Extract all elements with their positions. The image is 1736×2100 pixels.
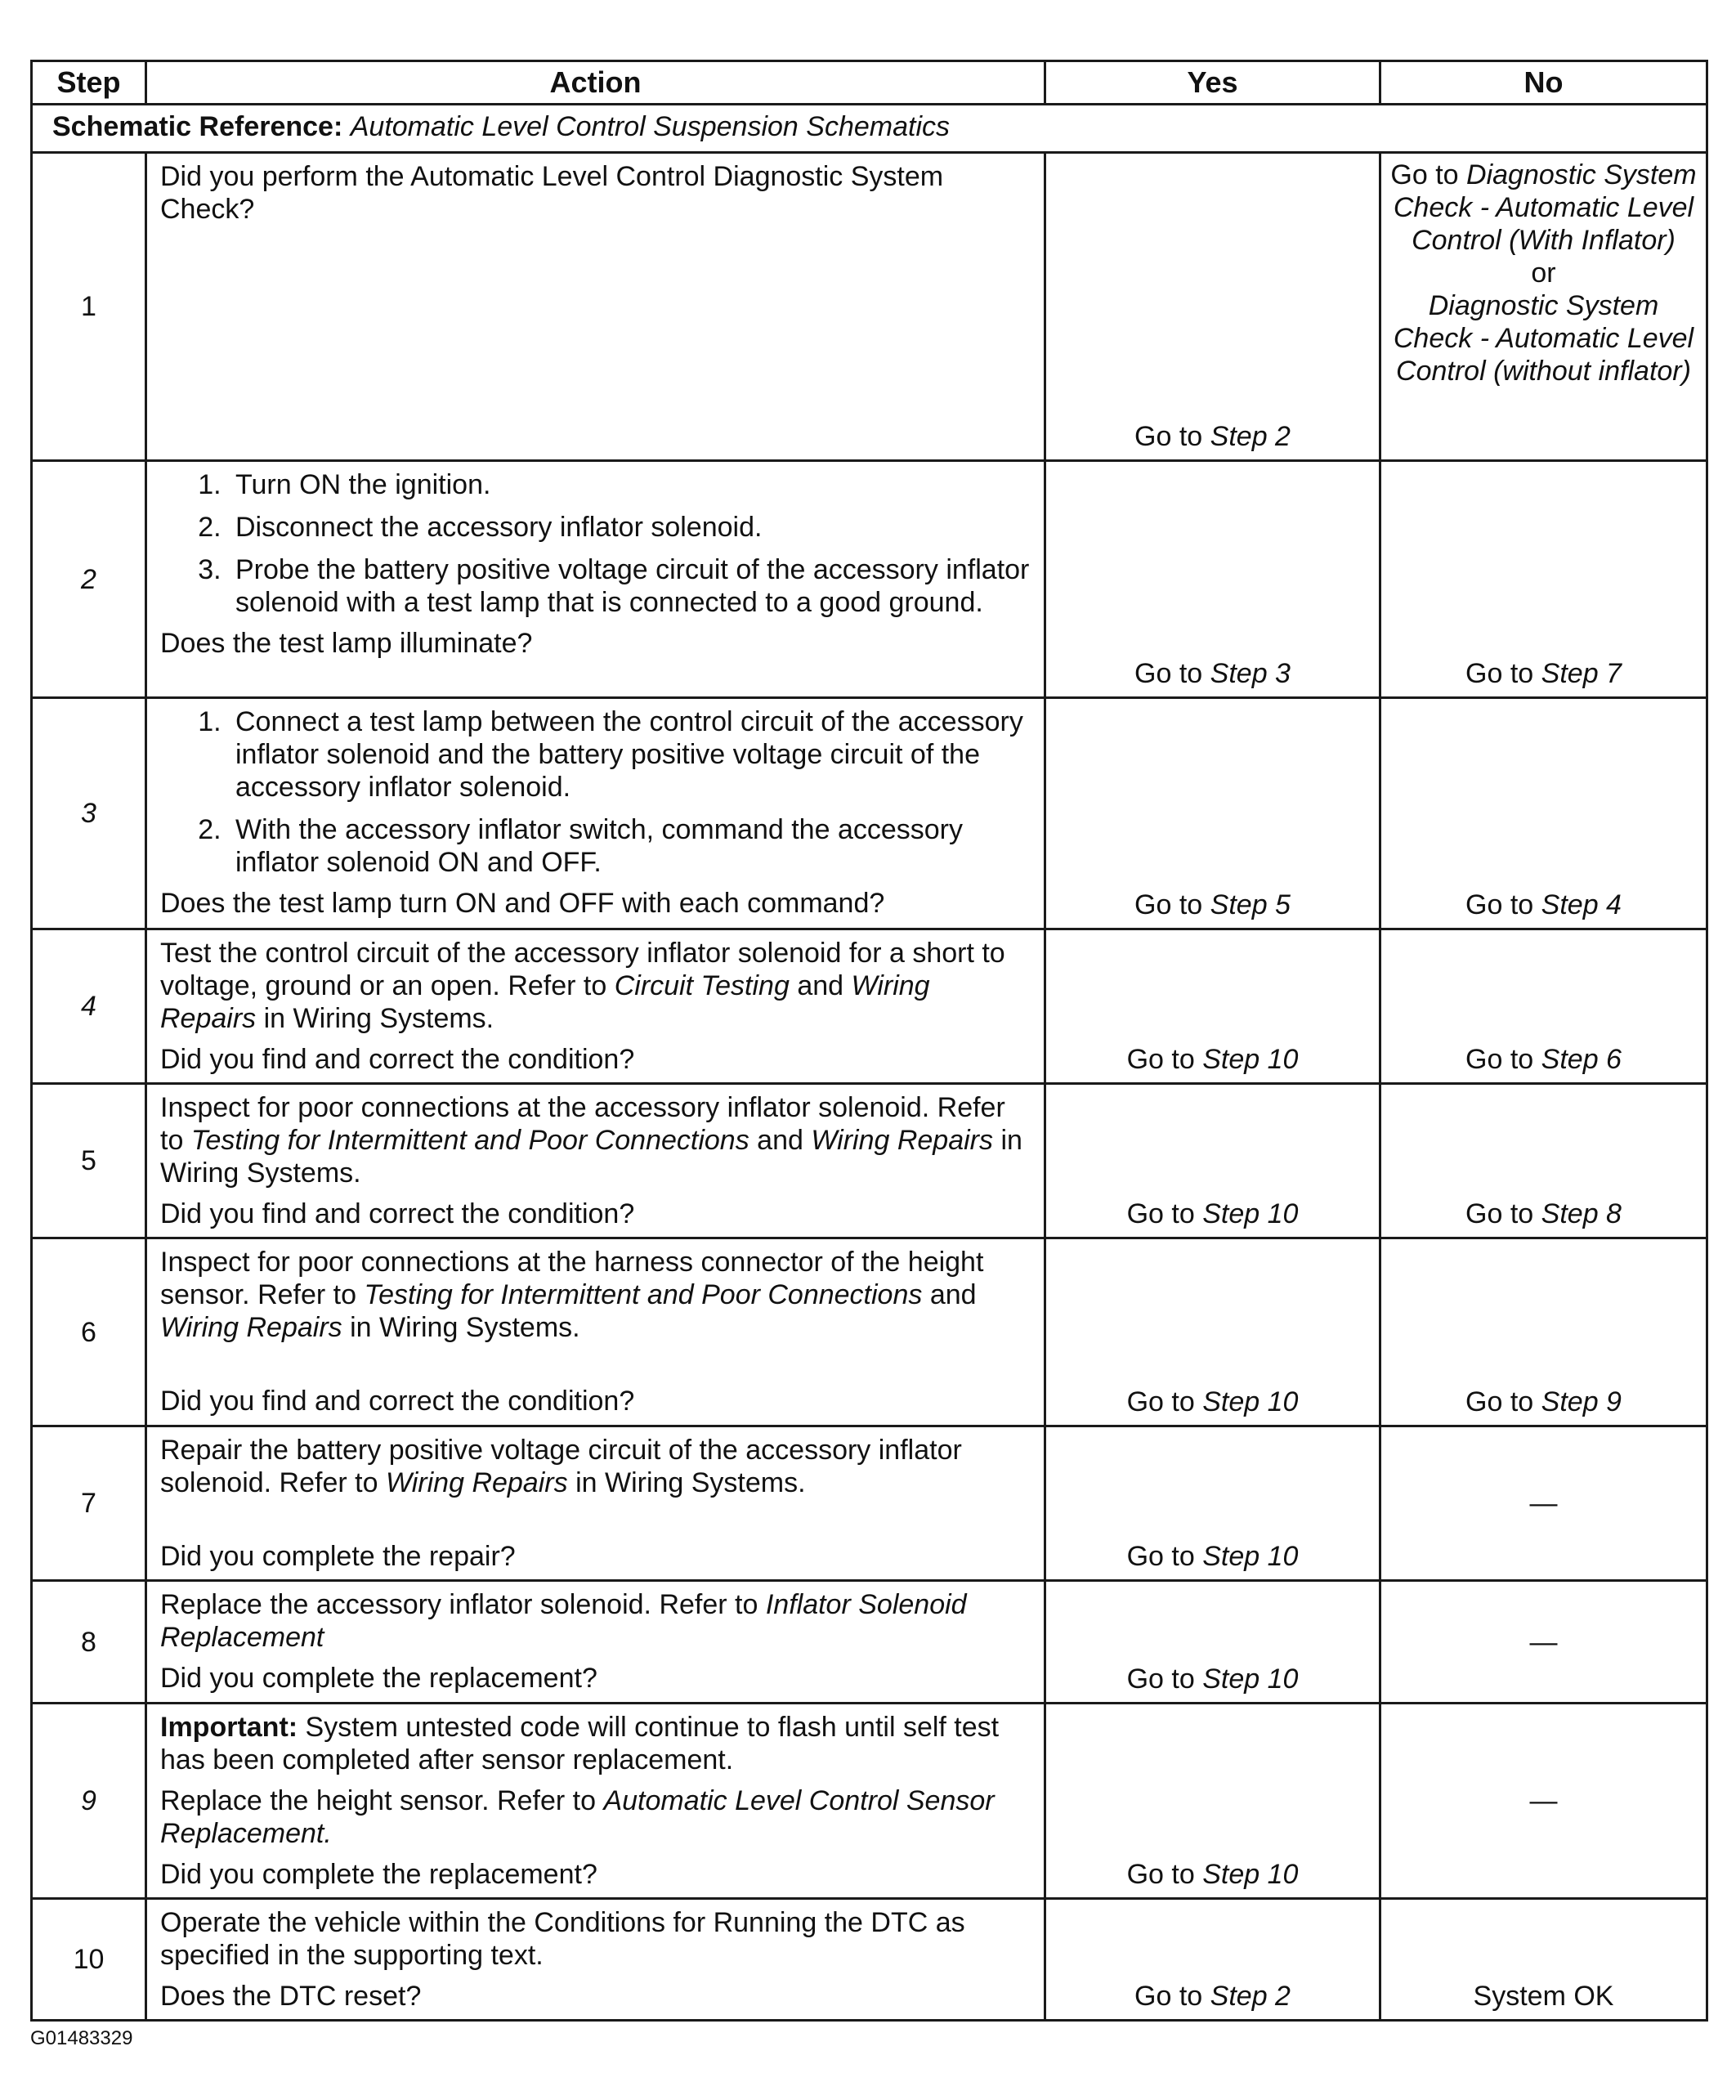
yes-cell [1045,1581,1380,1704]
yes-cell [1045,153,1380,461]
no-cell: — [1380,1426,1707,1581]
table-row [32,698,1707,929]
step-number: 3 [32,698,146,929]
figure-code: G01483329 [30,2027,133,2049]
no-cell [1380,1238,1707,1426]
no-step-link[interactable]: Step 7 [1541,658,1622,689]
action-list [160,468,1031,619]
table-row [32,1581,1707,1704]
yes-prefix: Go to [1134,889,1203,920]
action-text-a: Test the control circuit of the accessory inflator solenoid for a short to voltage, ground or an open. Refer to [160,938,1005,1001]
action-cell [146,1581,1045,1704]
wiring-repairs-link[interactable]: Wiring Repairs [160,1312,342,1343]
header-row [32,61,1707,105]
yes-prefix: Go to [1126,1386,1195,1417]
no-prefix: Go to [1390,159,1459,190]
step-number: 10 [32,1899,146,2021]
action-cell [146,698,1045,929]
action-list-item: 1. Turn ON the ignition. [229,468,1031,501]
action-text [160,1784,1031,1850]
action-text-a: Inspect for poor connections at the accessory inflator solenoid. Refer to [160,1092,1005,1156]
no-cell [1380,153,1707,461]
action-question: Did you complete the replacement? [160,1663,597,1694]
action-text-a: Inspect for poor connections at the harness connector of the height sensor. Refer to [160,1247,984,1310]
yes-prefix: Go to [1126,1541,1195,1572]
yes-step-link[interactable]: Step 2 [1210,1981,1291,2012]
yes-cell [1045,1899,1380,2021]
table-row [32,1426,1707,1581]
diagnostic-table [30,60,1708,2022]
no-prefix: Go to [1465,1386,1534,1417]
no-prefix: Go to [1465,1044,1534,1075]
header-yes: Yes [1045,61,1380,105]
no-cell: — [1380,1581,1707,1704]
yes-prefix: Go to [1126,1044,1195,1075]
action-question: Does the test lamp turn ON and OFF with each command? [160,888,885,919]
table-row [32,1899,1707,2021]
step-number: 2 [32,461,146,698]
important-text: System untested code will continue to flash until self test has been completed after sensor replacement. [160,1712,1000,1775]
testing-intermittent-link[interactable]: Testing for Intermittent and Poor Connections [190,1125,749,1156]
no-cell [1380,929,1707,1084]
table-row [32,1084,1707,1238]
no-step-link[interactable]: Step 6 [1541,1044,1622,1075]
action-cell [146,929,1045,1084]
schematic-reference [32,105,1707,153]
yes-prefix: Go to [1134,421,1203,452]
action-question: Did you complete the replacement? [160,1859,597,1890]
yes-prefix: Go to [1134,1981,1203,2012]
action-text-b: and [797,970,844,1001]
yes-step-link[interactable]: Step 10 [1202,1663,1299,1695]
sensor-replacement-link[interactable]: Automatic Level Control Sensor Replacement. [160,1785,995,1849]
action-question: Did you complete the repair? [160,1541,516,1572]
yes-step-link[interactable]: Step 10 [1202,1198,1299,1229]
no-link-without-inflator[interactable]: Diagnostic System Check - Automatic Level Control (without inflator) [1393,290,1694,387]
no-or: or [1531,257,1556,289]
wiring-repairs-link[interactable]: Wiring Repairs [385,1467,568,1498]
table-row [32,1704,1707,1899]
action-text [160,1246,1031,1344]
step-number: 6 [32,1238,146,1426]
no-step-link[interactable]: Step 8 [1541,1198,1622,1229]
step-number: 5 [32,1084,146,1238]
table-row [32,1238,1707,1426]
yes-cell [1045,1238,1380,1426]
step-number: 4 [32,929,146,1084]
yes-cell [1045,929,1380,1084]
yes-step-link[interactable]: Step 2 [1210,421,1291,452]
no-cell: — [1380,1704,1707,1899]
action-text: Operate the vehicle within the Conditions for Running the DTC as specified in the supporting text. [160,1907,965,1971]
yes-step-link[interactable]: Step 5 [1210,889,1291,920]
step-number: 8 [32,1581,146,1704]
no-prefix: Go to [1465,889,1534,920]
table-row [32,929,1707,1084]
no-cell [1380,461,1707,698]
yes-prefix: Go to [1126,1859,1195,1890]
action-question: Did you find and correct the condition? [160,1044,635,1075]
wiring-repairs-link[interactable]: Wiring Repairs [160,970,930,1034]
action-question: Did you find and correct the condition? [160,1198,635,1229]
action-text-b: and [757,1125,803,1156]
action-cell [146,153,1045,461]
important-note [160,1711,1031,1776]
yes-cell [1045,1704,1380,1899]
yes-step-link[interactable]: Step 10 [1202,1541,1299,1572]
yes-cell [1045,698,1380,929]
no-cell: System OK [1380,1899,1707,2021]
yes-step-link[interactable]: Step 10 [1202,1044,1299,1075]
action-text-a: Replace the accessory inflator solenoid. Refer to [160,1589,758,1620]
step-number: 7 [32,1426,146,1581]
wiring-repairs-link[interactable]: Wiring Repairs [811,1125,994,1156]
action-list [160,705,1031,879]
important-label: Important: [160,1712,298,1743]
action-question: Does the test lamp illuminate? [160,628,533,659]
action-text-a: Replace the height sensor. Refer to [160,1785,596,1816]
action-text-c: in Wiring Systems. [160,1125,1022,1189]
header-step: Step [32,61,146,105]
yes-step-link[interactable]: Step 10 [1202,1859,1299,1890]
no-link-with-inflator[interactable]: Diagnostic System Check - Automatic Level Control (With Inflator) [1393,159,1697,256]
no-prefix: Go to [1465,658,1534,689]
action-list-item: 3. Probe the battery positive voltage circuit of the accessory inflator solenoid with a test lamp that is connected to a good ground. [229,553,1031,619]
yes-prefix: Go to [1126,1198,1195,1229]
action-text [160,1091,1031,1189]
inflator-solenoid-replacement-link[interactable]: Inflator Solenoid Replacement [160,1589,967,1653]
action-text-c: in Wiring Systems. [350,1312,580,1343]
action-text-b: and [929,1279,977,1310]
action-cell [146,1426,1045,1581]
action-cell [146,461,1045,698]
no-prefix: Go to [1465,1198,1534,1229]
action-list-item: 2. Disconnect the accessory inflator solenoid. [229,511,1031,544]
table-row [32,153,1707,461]
yes-step-link[interactable]: Step 3 [1210,658,1291,689]
action-question: Did you perform the Automatic Level Control Diagnostic System Check? [160,161,944,225]
action-cell [146,1704,1045,1899]
no-step-link[interactable]: Step 9 [1541,1386,1622,1417]
action-text [160,937,1031,1035]
yes-prefix: Go to [1126,1663,1195,1695]
schematic-reference-label: Schematic Reference: [52,111,343,142]
yes-step-link[interactable]: Step 10 [1202,1386,1299,1417]
action-text [160,1588,1031,1654]
header-no: No [1380,61,1707,105]
no-cell [1380,1084,1707,1238]
testing-intermittent-link[interactable]: Testing for Intermittent and Poor Connections [364,1279,923,1310]
schematic-reference-link[interactable]: Automatic Level Control Suspension Schematics [350,111,950,142]
action-text-a: Repair the battery positive voltage circuit of the accessory inflator solenoid. Refer to [160,1435,962,1498]
action-text-c: in Wiring Systems. [263,1003,494,1034]
action-cell [146,1238,1045,1426]
circuit-testing-link[interactable]: Circuit Testing [614,970,790,1001]
action-list-item: 1. Connect a test lamp between the control circuit of the accessory inflator solenoid and the battery positive voltage circuit of the accessory inflator solenoid. [229,705,1031,804]
action-cell [146,1084,1045,1238]
no-step-link[interactable]: Step 4 [1541,889,1622,920]
step-number: 9 [32,1704,146,1899]
action-cell [146,1899,1045,2021]
action-question: Does the DTC reset? [160,1981,422,2012]
action-list-item: 2. With the accessory inflator switch, command the accessory inflator solenoid ON and OFF. [229,813,1031,879]
action-text [160,1434,1031,1499]
action-text-c: in Wiring Systems. [575,1467,806,1498]
header-action: Action [146,61,1045,105]
no-cell [1380,698,1707,929]
schematic-reference-row [32,105,1707,153]
action-question: Did you find and correct the condition? [160,1386,635,1417]
step-number: 1 [32,153,146,461]
yes-prefix: Go to [1134,658,1203,689]
yes-cell [1045,461,1380,698]
yes-cell [1045,1426,1380,1581]
yes-cell [1045,1084,1380,1238]
table-row [32,461,1707,698]
